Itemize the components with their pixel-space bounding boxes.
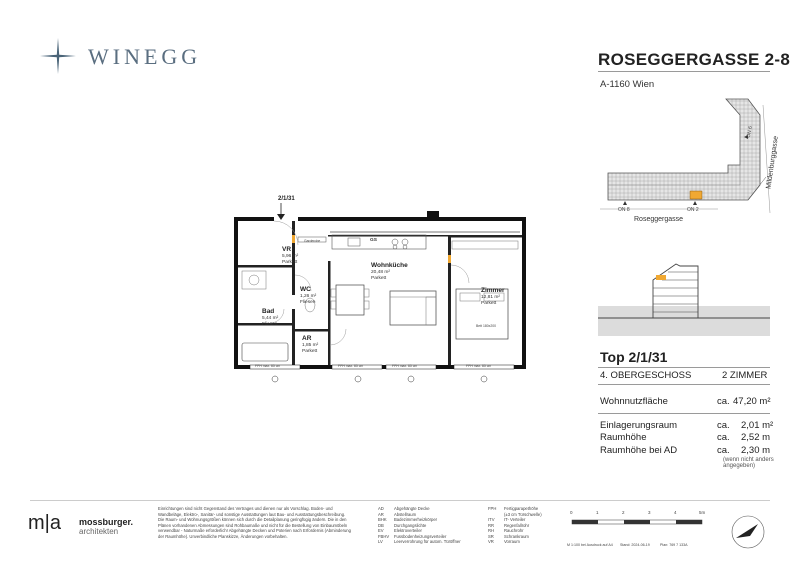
fph-label-3: FPH max. 85 cm [392, 364, 418, 368]
plan-number: Plan: 769 7 133A [660, 543, 688, 547]
room-wohnkueche-name: Wohnküche [371, 262, 408, 269]
raumhoehe-ad-ca: ca. [717, 445, 730, 456]
room-ar-area: 1,85 m² [302, 343, 319, 348]
scale-note: M 1:100 bei Ausdruck auf A4 [567, 543, 613, 547]
unit-floor: 4. OBERGESCHOSS [600, 370, 692, 381]
north-arrow-icon [728, 512, 768, 552]
header-divider [598, 71, 770, 72]
scale-label-2: 2 [622, 510, 625, 515]
fph-label-4: FPH max. 85 cm [466, 364, 492, 368]
room-wohnkueche-floor: Parkett [371, 276, 387, 281]
raumhoehe-ad-label: Raumhöhe bei AD [600, 445, 678, 456]
bed-label: Bett 180x200 [476, 324, 496, 328]
unit-divider-1 [598, 367, 770, 368]
raumhoehe-ad-value: 2,30 m [741, 445, 771, 456]
unit-divider-2 [598, 384, 770, 385]
unit-rooms-count: 2 ZIMMER [722, 370, 768, 381]
section-unit-highlight [656, 275, 666, 280]
room-wohnkueche-area: 20,48 m² [371, 270, 390, 275]
unit-highlight [690, 191, 702, 199]
einlagerung-label: Einlagerungsraum [600, 420, 678, 431]
garderobe-label: Garderobe [304, 239, 321, 243]
room-vr-area: 5,96 m² [282, 254, 299, 259]
room-vr-floor: Parkett [282, 260, 298, 265]
brand-name: WINEGG [88, 44, 202, 69]
scale-label-3: 3 [648, 510, 651, 515]
room-wc-name: WC [300, 286, 311, 293]
scale-label-1: 1 [596, 510, 599, 515]
room-zimmer-floor: Parkett [481, 301, 497, 306]
plan-unit-label: 2/1/31 [278, 196, 295, 202]
street-mildenburggasse: Mildenburggasse [765, 135, 780, 190]
entrance-on2: ON 2 [687, 207, 699, 213]
room-wc-area: 1,26 m² [300, 294, 317, 299]
raumhoehe-ca: ca. [717, 432, 730, 443]
scale-bar [568, 514, 718, 534]
fph-label-2: FPH max. 85 cm [338, 364, 364, 368]
room-zimmer-area: 12,81 m² [481, 295, 500, 300]
plan-stand: Stand: 2024-06-19 [620, 543, 650, 547]
site-plan [598, 95, 788, 235]
scale-label-0: 0 [570, 510, 573, 515]
room-bad-area: 5,44 m² [262, 316, 279, 321]
section-diagram [598, 252, 770, 336]
wohnnutzflaeche-value: 47,20 m² [733, 396, 771, 407]
entrance-on8: ON 8 [618, 207, 630, 213]
scale-label-4: 4 [674, 510, 677, 515]
raumhoehe-label: Raumhöhe [600, 432, 647, 443]
fph-label-1: FPH max. 85 cm [255, 364, 281, 368]
gs-label: GS [370, 238, 377, 243]
wohnnutzflaeche-ca: ca. [717, 396, 730, 407]
unit-divider-3 [598, 413, 770, 414]
footer-legend-1: AD Abgehängte Decke AR Abstellraum BHK Badezimmerheizkörper DB Durchgangslichte EV Elektroverteiler FBHV Fussbodenheizungsverteiler LV Leerverrohrung für autom. Türöffner [378, 506, 461, 545]
winegg-star-logo-icon [40, 38, 76, 74]
room-vr-name: VR [282, 246, 292, 253]
footer-logo-mark: m|a [28, 512, 61, 534]
footer-logo-name: mossburger. [79, 517, 134, 527]
footer-legend-2: FPH Fertigparapethöhe (±3 cm Türschwelle) ITV IT- Verteiler RR Regenfallrohr RH Rauchrohr SR Schrankraum VR Vorraum [488, 506, 542, 545]
scale-label-5: 5m [699, 510, 706, 515]
room-wc-floor: Fliesen [300, 300, 316, 305]
room-bad-floor: Fliesen [262, 322, 278, 327]
address-city: A-1160 Wien [600, 79, 655, 90]
street-roseggergasse: Roseggergasse [634, 216, 684, 223]
room-ar-name: AR [302, 335, 312, 342]
einlagerung-ca: ca. [717, 420, 730, 431]
entrance-on6: ON 6 [745, 125, 754, 139]
footer-disclaimer: Einrichtungen sind nicht Gegenstand des Vertrages und dienen nur als Vorschlag. Boden- und Wandbeläge, Elektro-, Sanitär- und sonstige Ausstattungen laut Bau- und Ausstattungsbeschreibung. Die Raum- und Wohnungsgrößen können sich durch die Detailplanung geringfügig ändern. Die in den Plänen vorhandenen Abmessungen sind Rohbaumaße und nicht für die Bestellung von Einbaumöbeln verwendbar - Naturmaße erforderlich! Abgehängte Decken und Poterien nach Erfordernis (Abminderung der Raumhöhe). Unverbindliche Planskizze, Änderungen vorbehalten. [158, 506, 351, 539]
room-bad-name: Bad [262, 308, 275, 315]
footer-logo-sub: architekten [79, 527, 119, 536]
raumhoehe-note: (wenn nicht anders angegeben) [723, 457, 774, 469]
raumhoehe-value: 2,52 m [741, 432, 771, 443]
einlagerung-value: 2,01 m² [741, 420, 774, 431]
address-street: ROSEGGERGASSE 2-8 [598, 50, 791, 69]
room-zimmer-name: Zimmer [481, 287, 505, 294]
room-ar-floor: Parkett [302, 349, 318, 354]
wohnnutzflaeche-label: Wohnnutzfläche [600, 396, 668, 407]
unit-top: Top 2/1/31 [600, 349, 668, 365]
footer-divider [30, 500, 770, 501]
